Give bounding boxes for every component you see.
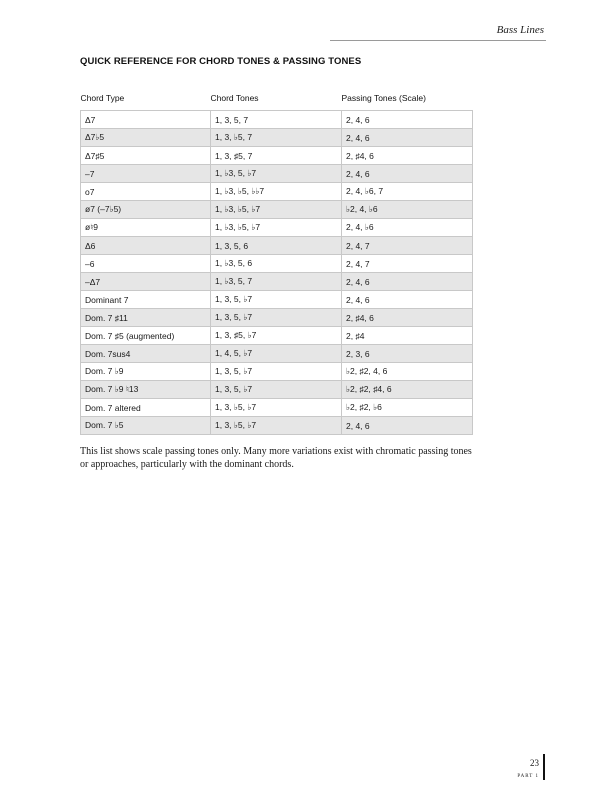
chord-tones-cell: 1, 3, ♭5, 7 (211, 129, 342, 147)
chord-type-cell: Dom. 7 ♭9 (81, 363, 211, 381)
passing-tones-cell: 2, 4, 7 (342, 255, 473, 273)
part-label: PART 1 (517, 774, 539, 779)
table-row (81, 291, 473, 309)
table-row (81, 219, 473, 237)
chord-tones-cell: 1, 4, 5, ♭7 (211, 345, 342, 363)
passing-tones-cell: 2, 4, 6 (342, 129, 473, 147)
passing-tones-cell: 2, 4, 6 (342, 111, 473, 129)
chord-type-cell: ø♮9 (81, 219, 211, 237)
chord-tones-cell: 1, 3, ♯5, 7 (211, 147, 342, 165)
chord-tones-cell: 1, 3, 5, ♭7 (211, 309, 342, 327)
passing-tones-cell: 2, 4, 7 (342, 237, 473, 255)
table-row (81, 201, 473, 219)
header-chord-type: Chord Type (80, 93, 125, 103)
page-number: 23 (530, 758, 539, 768)
chord-type-cell: o7 (81, 183, 211, 201)
header-chord-tones: Chord Tones (210, 93, 259, 103)
chord-type-cell: Dom. 7 ♭5 (81, 417, 211, 435)
section-title: QUICK REFERENCE FOR CHORD TONES & PASSING TONES (80, 56, 362, 67)
header-rule (330, 40, 546, 41)
chord-type-cell: Dom. 7 ♯5 (augmented) (81, 327, 211, 345)
table-row (81, 237, 473, 255)
chord-tones-cell: 1, 3, 5, ♭7 (211, 291, 342, 309)
chord-type-cell: Dom. 7sus4 (81, 345, 211, 363)
chord-type-cell: –Δ7 (81, 273, 211, 291)
passing-tones-cell: 2, 4, 6 (342, 273, 473, 291)
table-body (81, 111, 473, 435)
body-paragraph: This list shows scale passing tones only. Many more variations exist with chromatic passing tones or approaches, particularly with the dominant chords. (80, 446, 472, 470)
passing-tones-cell: 2, 4, 6 (342, 291, 473, 309)
table-row (81, 381, 473, 399)
passing-tones-cell: 2, 4, ♭6 (342, 219, 473, 237)
chord-tones-cell: 1, ♭3, ♭5, ♭♭7 (211, 183, 342, 201)
table-row (81, 363, 473, 381)
chord-tones-cell: 1, ♭3, 5, 7 (211, 273, 342, 291)
passing-tones-cell: 2, 4, ♭6, 7 (342, 183, 473, 201)
chord-tones-cell: 1, 3, 5, ♭7 (211, 363, 342, 381)
chord-tones-cell: 1, 3, ♯5, ♭7 (211, 327, 342, 345)
chord-tones-cell: 1, 3, ♭5, ♭7 (211, 417, 342, 435)
passing-tones-cell: ♭2, 4, ♭6 (342, 201, 473, 219)
chord-type-cell: Δ7♭5 (81, 129, 211, 147)
chord-type-cell: Dominant 7 (81, 291, 211, 309)
passing-tones-cell: 2, ♯4, 6 (342, 309, 473, 327)
table-row (81, 273, 473, 291)
chord-reference-table (80, 92, 473, 435)
table-row (81, 345, 473, 363)
chord-type-cell: ø7 (–7♭5) (81, 201, 211, 219)
chord-tones-cell: 1, 3, 5, ♭7 (211, 381, 342, 399)
table-row (81, 327, 473, 345)
table-row (81, 147, 473, 165)
footer-bar (543, 754, 545, 780)
table-row (81, 183, 473, 201)
passing-tones-cell: 2, 4, 6 (342, 417, 473, 435)
chord-type-cell: –6 (81, 255, 211, 273)
table-row (81, 309, 473, 327)
chord-reference-table-container (80, 92, 472, 435)
table-header-row (81, 92, 473, 111)
passing-tones-cell: ♭2, ♯2, 4, 6 (342, 363, 473, 381)
chord-type-cell: Dom. 7 ♯11 (81, 309, 211, 327)
table-row (81, 111, 473, 129)
chord-tones-cell: 1, 3, 5, 6 (211, 237, 342, 255)
chord-tones-cell: 1, ♭3, 5, ♭7 (211, 165, 342, 183)
table-row (81, 255, 473, 273)
table-row (81, 399, 473, 417)
passing-tones-cell: ♭2, ♯2, ♭6 (342, 399, 473, 417)
passing-tones-cell: 2, ♯4, 6 (342, 147, 473, 165)
running-head: Bass Lines (496, 24, 544, 36)
table-row (81, 165, 473, 183)
chord-tones-cell: 1, ♭3, ♭5, ♭7 (211, 219, 342, 237)
chord-type-cell: Dom. 7 ♭9 ♮13 (81, 381, 211, 399)
chord-type-cell: –7 (81, 165, 211, 183)
passing-tones-cell: 2, ♯4 (342, 327, 473, 345)
passing-tones-cell: 2, 4, 6 (342, 165, 473, 183)
chord-tones-cell: 1, ♭3, ♭5, ♭7 (211, 201, 342, 219)
passing-tones-cell: 2, 3, 6 (342, 345, 473, 363)
chord-type-cell: Dom. 7 altered (81, 399, 211, 417)
table-row (81, 129, 473, 147)
passing-tones-cell: ♭2, ♯2, ♯4, 6 (342, 381, 473, 399)
chord-tones-cell: 1, 3, ♭5, ♭7 (211, 399, 342, 417)
chord-tones-cell: 1, ♭3, 5, 6 (211, 255, 342, 273)
chord-type-cell: Δ7 (81, 111, 211, 129)
chord-tones-cell: 1, 3, 5, 7 (211, 111, 342, 129)
header-passing-tones: Passing Tones (Scale) (341, 93, 426, 103)
chord-type-cell: Δ6 (81, 237, 211, 255)
table-row (81, 417, 473, 435)
chord-type-cell: Δ7♯5 (81, 147, 211, 165)
